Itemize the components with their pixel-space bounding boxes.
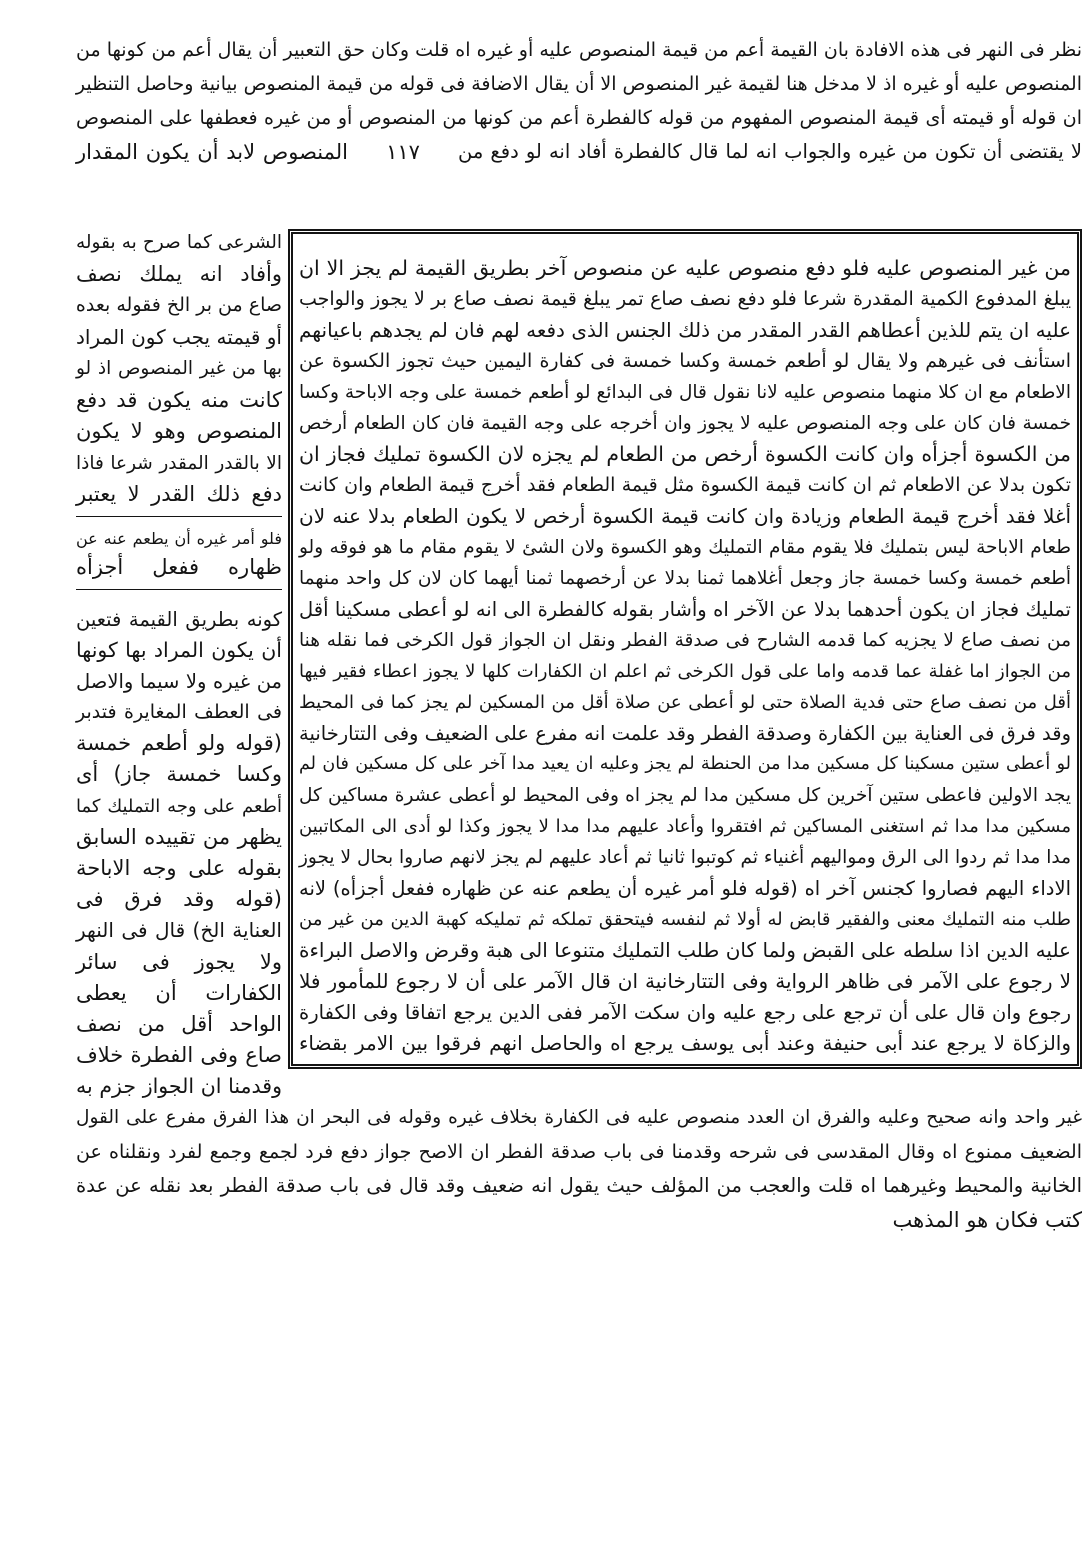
margin-commentary [76,227,282,1103]
margin-line: من غيره ولا سيما والاصل [76,669,282,693]
main-text-line: مسكين مدا مدا ثم استغنى المساكين ثم افتقروا وأعاد عليهم مدا مدا لا يجوز وكذا لو أدى الى المكاتبين [299,816,1071,837]
margin-line: أن يكون المراد بها كونها [76,637,282,662]
margin-line: صاع من بر الخ فقوله بعده [75,294,282,316]
main-text-line: لا رجوع على الآمر فى ظاهر الرواية وفى التتارخانية ان قال الآمر على أن لا رجوع للمأمور فلا [299,969,1071,993]
margin-line: وكسا خمسة جاز) أى [76,762,282,787]
main-text-line: عليه الدين اذا سلطه على القبض ولما كان طلب التمليك متنوعا الى هبة وقرض والاصل البراءة [299,938,1071,962]
matn-excerpt-line: فلو أمر غيره أن يطعم عنه عن [76,528,282,548]
commentary-footer [76,1101,1082,1237]
margin-bottom-block [76,604,282,1103]
main-text-line: الاداء اليهم فصاروا كجنس آخر اه (قوله فلو أمر غيره أن يطعم عنه عن ظهاره ففعل أجزأه) لانه [299,877,1071,900]
main-text-line: مدا مدا ثم ردوا الى الرق ومواليهم أغنياء ثم كوتبوا ثانيا ثم أعاد عليهم لم يجز لانهم صاروا بحال لا يجوز [299,847,1071,868]
main-text-line: أطعم خمسة وكسا خمسة جاز وجعل أغلاهما ثمنا بدلا عن أرخصهما ثمنا أيهما كان لان كل واحد منهما [299,568,1071,589]
main-text-line: من الجواز اما غفلة عما قدمه واما على قول الكرخى ثم اعلم ان الكفارات كلها لا يجوز اعطاء فقير فيها [299,661,1071,682]
margin-line: أطعم على وجه التمليك كما [76,795,282,817]
margin-line: صاع وفى الفطرة خلاف [76,1043,282,1068]
main-text-line: وقد فرق فى العناية بين الكفارة وصدقة الفطر وقد علمت انه مفرع على الضعيف وفى التتارخانية [299,722,1071,745]
main-text-line: رجوع وان قال على أن ترجع على رجع عليه وان سكت الآمر ففى الدين يرجع اتفاقا وفى الكفارة [299,1001,1071,1024]
commentary-line: كتب فكان هو المذهب [892,1208,1082,1232]
main-text-line: طعام الاباحة ليس بتمليك فلا يقوم مقام التمليك وهو الكسوة ولان الشئ لا يقوم مقام ما هو فوقه ولو [299,537,1071,558]
commentary-line-left-segment: المنصوص لابد أن يكون المقدار [76,140,348,164]
main-text-line: والزكاة لا يرجع عند أبى حنيفة وعند أبى يوسف يرجع اه والحاصل انهم فرقوا بين الامر بقضاء [299,1031,1071,1055]
commentary-line: المنصوص عليه أو غيره اذ لا مدخل هنا لقيمة غير المنصوص الا أن يقال الاضافة فى قوله من قيمة المنصوص بيانية وحاصل التنظير [75,73,1082,95]
margin-line: بقوله على وجه الاباحة [76,856,282,880]
margin-line: الا بالقدر المقدر شرعا فاذا [76,452,282,474]
commentary-line: ان قوله أو قيمته أى قيمة المنصوص المفهوم من قوله كالفطرة أعم من كونها من المنصوص أو من غيره فعطفها على المنصوص [76,107,1082,129]
commentary-line: الضعيف ممنوع اه وقال المقدسى فى شرحه وقدمنا فى باب صدقة الفطر ان الاصح جواز دفع فرد لجمع وجمع لفرد ونقلناه عن [76,1141,1082,1163]
main-text-line: خمسة فان كان على وجه المنصوص عليه لا يجوز وان أخرجه على وجه القيمة فان كان الطعام أرخص [299,413,1071,434]
main-text-line: الاطعام مع ان كلا منهما منصوص عليه لانا نقول قال فى البدائع لو أطعم خمسة على وجه الاباحة وكسا [299,382,1071,403]
main-text-line: يبلغ المدفوع الكمية المقدرة شرعا فلو دفع نصف صاع تمر يبلغ قيمة نصف صاع بر لا يجوز والواجب [299,288,1071,310]
margin-line: كانت منه يكون قد دفع [76,387,282,412]
main-text-line: من غير المنصوص عليه فلو دفع منصوص عليه عن منصوص آخر بطريق القيمة لم يجز الا ان [299,256,1071,280]
main-text-lines [299,253,1071,1059]
matn-excerpt-line: ظهاره ففعل أجزأه [76,554,282,579]
main-text-line: طلب منه التمليك معنى والفقير قابض له أولا ثم لنفسه فيتحقق تملكه ثم تمليكه كهبة الدين من غير من [299,909,1071,930]
margin-line: أو قيمته يجب كون المراد [76,324,282,349]
main-text-line: لو أعطى ستين مسكينا كل مسكين مدا من الحنطة لم يجز وعليه ان يعيد مدا آخر على كل مسكين فان لم [299,754,1071,774]
footer-lines [76,1101,1082,1237]
header-last-line [76,135,1082,169]
main-text-line: من الكسوة أجزأه وان كانت الكسوة أرخص من الطعام لم يجزه لان الكسوة تمليك فجاز ان [299,442,1071,466]
matn-excerpt-box [76,516,282,590]
main-text-line: أغلا فقد أخرج قيمة الطعام وزيادة وان كانت قيمة الكسوة أرخص لا يكون الطعام بدلا عنه لان [299,504,1071,528]
main-text-line: يجد الاولين فاعطى ستين آخرين كل مسكين مدا لم يجز اه وفى المحيط لو أعطى عشرة مساكين كل [299,785,1071,806]
main-text-line: من نصف صاع لا يجزيه كما قدمه الشارح فى صدقة الفطر ونقل ان الجواز قول الكرخى فما نقله هنا [299,630,1071,651]
margin-line: الشرعى كما صرح به بقوله [76,232,282,253]
main-text-line: استأنف فى غيرهم ولا يقال لو أطعم خمسة وكسا خمسة فى كفارة اليمين حيث تجوز الكسوة عن [299,350,1071,372]
main-text-line: عليه ان يتم للذين أعطاهم القدر المقدر من ذلك الجنس الذى دفعه لهم فان لم يجدهم باعيانهم [299,318,1071,342]
margin-line: وقدمنا ان الجواز جزم به [76,1074,282,1099]
margin-line: (قوله وقد فرق فى [76,887,282,912]
margin-line: ولا يجوز فى سائر [76,949,282,974]
margin-top-block [76,227,282,511]
margin-line: المنصوص وهو لا يكون [76,419,282,443]
margin-line: بها من غير المنصوص اذ لو [76,358,282,379]
page-number: ١١٧ [386,140,420,164]
margin-line: العناية الخ) قال فى النهر [76,918,282,943]
margin-line: الكفارات أن يعطى [76,980,282,1005]
commentary-line: نظر فى النهر فى هذه الافادة بان القيمة أعم من قيمة المنصوص عليه أو غيره اه قلت وكان حق التعبير أن يقال أعم من كونها من [76,39,1082,61]
margin-line: فى العطف المغايرة فتدبر [76,701,282,724]
main-text-line: أقل من نصف صاع حتى فدية الصلاة حتى لو أعطى عن صلاة أقل من المسكين لم يجز كما فى المحيط [299,692,1071,713]
margin-line: كونه بطريق القيمة فتعين [76,607,282,631]
commentary-line: الخانية والمحيط وغيرهما اه قلت والعجب من المؤلف حيث يقول انه ضعيف وقد قال فى باب صدقة الفطر بعد نقله عن عدة [76,1174,1082,1197]
margin-line: وأفاد انه يملك نصف [76,261,282,286]
margin-line: دفع ذلك القدر لا يعتبر [76,482,282,506]
margin-line: (قوله ولو أطعم خمسة [76,731,282,756]
margin-line: الواحد أقل من نصف [76,1011,282,1036]
main-text-line: تمليك فجاز ان يكون أحدهما بدلا عن الآخر اه وأشار بقوله كالفطرة الى انه لو أعطى مسكينا أقل [299,598,1071,621]
main-text-box [288,229,1082,1069]
main-text-line: تكون بدلا عن الاطعام ثم ان كانت قيمة الكسوة مثل قيمة الطعام فقد أخرج قيمة الطعام وان كانت [299,474,1071,496]
commentary-header [76,33,1082,169]
header-lines [76,33,1082,135]
commentary-line-right-segment: لا يقتضى أن تكون من غيره والجواب انه لما قال كالفطرة أفاد انه لو دفع من [458,140,1082,163]
commentary-line: غير واحد وانه صحيح وعليه والفرق ان العدد منصوص عليه فى الكفارة بخلاف غيره وقوله فى البحر ان هذا الفرق مفرع على القول [76,1107,1082,1128]
margin-line: يظهر من تقييده السابق [76,824,282,849]
